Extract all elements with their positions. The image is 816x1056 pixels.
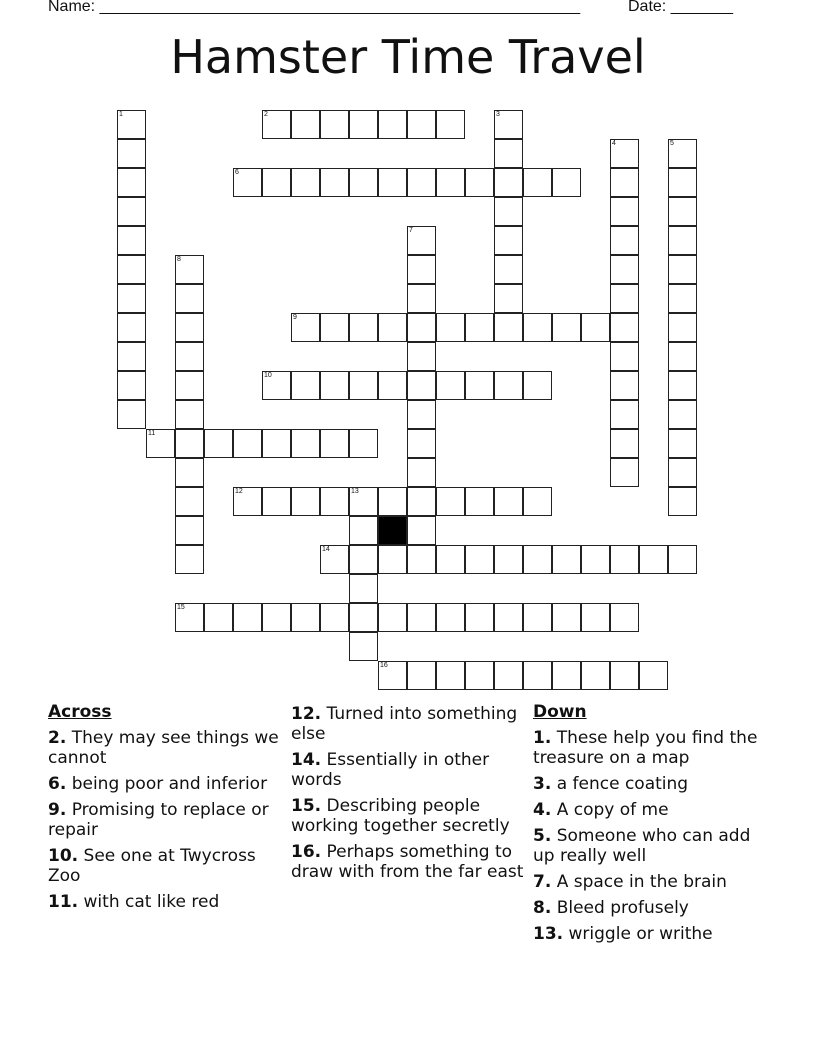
grid-cell[interactable]	[175, 516, 204, 545]
grid-cell[interactable]	[494, 487, 523, 516]
grid-cell[interactable]	[436, 603, 465, 632]
clue-item-text: being poor and inferior	[66, 774, 268, 794]
grid-cell[interactable]	[668, 400, 697, 429]
grid-cell[interactable]	[262, 487, 291, 516]
clue-item-text: A copy of me	[551, 800, 669, 820]
grid-cell[interactable]	[175, 284, 204, 313]
grid-cell[interactable]	[407, 342, 436, 371]
grid-cell[interactable]	[291, 168, 320, 197]
grid-cell[interactable]	[581, 545, 610, 574]
grid-cell[interactable]	[523, 661, 552, 690]
page-title: Hamster Time Travel	[170, 30, 646, 84]
grid-cell[interactable]	[117, 342, 146, 371]
clue-item-number: 5.	[533, 826, 552, 846]
grid-cell[interactable]	[668, 545, 697, 574]
grid-cell[interactable]	[407, 255, 436, 284]
grid-cell[interactable]	[668, 226, 697, 255]
grid-cell[interactable]	[610, 197, 639, 226]
grid-cell[interactable]	[465, 487, 494, 516]
grid-cell[interactable]	[175, 487, 204, 516]
grid-cell[interactable]	[320, 603, 349, 632]
grid-cell[interactable]	[407, 313, 436, 342]
grid-cell[interactable]	[552, 545, 581, 574]
clue-number: 6	[235, 169, 239, 176]
black-cell	[378, 516, 407, 545]
grid-cell[interactable]	[668, 458, 697, 487]
clue-item	[533, 800, 768, 820]
clue-item	[533, 872, 768, 892]
grid-cell[interactable]	[639, 661, 668, 690]
clue-item-number: 2.	[48, 728, 67, 748]
grid-cell[interactable]	[407, 458, 436, 487]
grid-cell[interactable]	[494, 110, 523, 139]
clue-item	[291, 704, 526, 744]
grid-cell[interactable]	[668, 139, 697, 168]
grid-cell[interactable]	[117, 313, 146, 342]
grid-cell[interactable]	[494, 139, 523, 168]
grid-cell[interactable]	[407, 516, 436, 545]
grid-cell[interactable]	[175, 313, 204, 342]
grid-cell[interactable]	[407, 429, 436, 458]
clue-item-number: 11.	[48, 892, 79, 912]
clue-item-text: Turned into something else	[291, 704, 518, 744]
grid-cell[interactable]	[320, 429, 349, 458]
grid-cell[interactable]	[175, 458, 204, 487]
grid-cell[interactable]	[233, 168, 262, 197]
grid-cell[interactable]	[291, 429, 320, 458]
clue-item-text: Perhaps something to draw with from the far east	[291, 842, 524, 882]
clue-item	[48, 846, 283, 886]
grid-cell[interactable]	[494, 313, 523, 342]
grid-cell[interactable]	[465, 661, 494, 690]
grid-cell[interactable]	[668, 168, 697, 197]
across-clue-list-continued	[291, 704, 526, 882]
grid-cell[interactable]	[552, 603, 581, 632]
grid-cell[interactable]	[320, 371, 349, 400]
grid-cell[interactable]	[494, 661, 523, 690]
clue-item-text: These help you find the treasure on a map	[533, 728, 758, 768]
grid-cell[interactable]	[523, 487, 552, 516]
grid-cell[interactable]	[610, 400, 639, 429]
clue-item-text: Essentially in other words	[291, 750, 490, 790]
grid-cell[interactable]	[349, 632, 378, 661]
clue-number: 10	[264, 372, 272, 379]
grid-cell[interactable]	[117, 110, 146, 139]
grid-cell[interactable]	[262, 603, 291, 632]
grid-cell[interactable]	[465, 313, 494, 342]
clue-item-number: 8.	[533, 898, 552, 918]
grid-cell[interactable]	[407, 661, 436, 690]
clue-item-number: 15.	[291, 796, 322, 816]
grid-cell[interactable]	[378, 545, 407, 574]
grid-cell[interactable]	[175, 342, 204, 371]
grid-cell[interactable]	[523, 313, 552, 342]
grid-cell[interactable]	[204, 603, 233, 632]
clue-item-text: They may see things we cannot	[48, 728, 279, 768]
grid-cell[interactable]	[262, 168, 291, 197]
clue-number: 7	[409, 227, 413, 234]
down-clue-list	[533, 728, 768, 944]
grid-cell[interactable]	[436, 661, 465, 690]
grid-cell[interactable]	[175, 603, 204, 632]
grid-cell[interactable]	[378, 603, 407, 632]
grid-cell[interactable]	[581, 603, 610, 632]
grid-cell[interactable]	[552, 661, 581, 690]
clue-item	[48, 892, 283, 912]
clue-item	[291, 750, 526, 790]
grid-cell[interactable]	[291, 487, 320, 516]
grid-cell[interactable]	[378, 110, 407, 139]
grid-cell[interactable]	[320, 313, 349, 342]
clue-item	[291, 842, 526, 882]
clue-number: 2	[264, 111, 268, 118]
grid-cell[interactable]	[378, 313, 407, 342]
grid-cell[interactable]	[349, 110, 378, 139]
grid-cell[interactable]	[523, 545, 552, 574]
grid-cell[interactable]	[378, 661, 407, 690]
grid-cell[interactable]	[349, 168, 378, 197]
date-field[interactable]: Date: _______	[628, 0, 733, 15]
grid-cell[interactable]	[494, 197, 523, 226]
grid-cell[interactable]	[117, 197, 146, 226]
grid-cell[interactable]	[610, 139, 639, 168]
clue-number: 12	[235, 488, 243, 495]
clue-item-text: a fence coating	[551, 774, 689, 794]
clue-item-number: 16.	[291, 842, 322, 862]
grid-cell[interactable]	[465, 168, 494, 197]
clue-item-text: Bleed profusely	[551, 898, 689, 918]
clue-item	[533, 826, 768, 866]
grid-cell[interactable]	[262, 371, 291, 400]
clue-item	[533, 774, 768, 794]
grid-cell[interactable]	[494, 603, 523, 632]
grid-cell[interactable]	[291, 313, 320, 342]
grid-cell[interactable]	[436, 487, 465, 516]
grid-cell[interactable]	[465, 545, 494, 574]
grid-cell[interactable]	[349, 603, 378, 632]
grid-cell[interactable]	[668, 313, 697, 342]
across-clue-list	[48, 728, 283, 912]
clue-item	[533, 898, 768, 918]
clue-item-text: See one at Twycross Zoo	[48, 846, 256, 886]
grid-cell[interactable]	[610, 603, 639, 632]
clue-number: 4	[612, 140, 616, 147]
grid-cell[interactable]	[668, 342, 697, 371]
grid-cell[interactable]	[610, 458, 639, 487]
grid-cell[interactable]	[610, 313, 639, 342]
grid-cell[interactable]	[494, 255, 523, 284]
clue-item-number: 10.	[48, 846, 79, 866]
clue-number: 9	[293, 314, 297, 321]
grid-cell[interactable]	[523, 168, 552, 197]
clue-number: 5	[670, 140, 674, 147]
grid-cell[interactable]	[175, 255, 204, 284]
grid-cell[interactable]	[175, 429, 204, 458]
clue-item-text: A space in the brain	[551, 872, 727, 892]
grid-cell[interactable]	[320, 110, 349, 139]
grid-cell[interactable]	[117, 255, 146, 284]
grid-cell[interactable]	[465, 603, 494, 632]
grid-cell[interactable]	[262, 429, 291, 458]
grid-cell[interactable]	[465, 371, 494, 400]
grid-cell[interactable]	[494, 371, 523, 400]
across-clues-column-continued	[291, 704, 526, 888]
clue-item-number: 14.	[291, 750, 322, 770]
grid-cell[interactable]	[175, 371, 204, 400]
grid-cell[interactable]	[610, 371, 639, 400]
clue-item	[533, 728, 768, 768]
grid-cell[interactable]	[407, 545, 436, 574]
clue-number: 13	[351, 488, 359, 495]
grid-cell[interactable]	[117, 226, 146, 255]
grid-cell[interactable]	[291, 110, 320, 139]
grid-cell[interactable]	[407, 168, 436, 197]
grid-cell[interactable]	[581, 313, 610, 342]
clue-item-number: 12.	[291, 704, 322, 724]
clue-number: 11	[148, 430, 156, 437]
grid-cell[interactable]	[117, 371, 146, 400]
grid-cell[interactable]	[610, 168, 639, 197]
grid-cell[interactable]	[146, 429, 175, 458]
grid-cell[interactable]	[117, 284, 146, 313]
grid-cell[interactable]	[349, 371, 378, 400]
grid-cell[interactable]	[291, 603, 320, 632]
grid-cell[interactable]	[407, 487, 436, 516]
clue-item-number: 3.	[533, 774, 552, 794]
clue-number: 16	[380, 662, 388, 669]
grid-cell[interactable]	[610, 661, 639, 690]
grid-cell[interactable]	[436, 545, 465, 574]
grid-cell[interactable]	[349, 487, 378, 516]
grid-cell[interactable]	[494, 168, 523, 197]
grid-cell[interactable]	[349, 313, 378, 342]
grid-cell[interactable]	[175, 545, 204, 574]
grid-cell[interactable]	[407, 371, 436, 400]
grid-cell[interactable]	[494, 545, 523, 574]
down-clues-column	[533, 702, 768, 950]
clue-item-number: 6.	[48, 774, 67, 794]
grid-cell[interactable]	[436, 110, 465, 139]
grid-cell[interactable]	[349, 516, 378, 545]
clue-item-text: wriggle or writhe	[563, 924, 713, 944]
clue-item-number: 9.	[48, 800, 67, 820]
clue-number: 3	[496, 111, 500, 118]
grid-cell[interactable]	[291, 371, 320, 400]
grid-cell[interactable]	[407, 226, 436, 255]
grid-cell[interactable]	[668, 197, 697, 226]
clue-number: 14	[322, 546, 330, 553]
grid-cell[interactable]	[668, 371, 697, 400]
clue-item	[48, 774, 283, 794]
clue-item-text: Promising to replace or repair	[48, 800, 269, 840]
across-clues-column	[48, 702, 283, 918]
clue-item	[291, 796, 526, 836]
grid-cell[interactable]	[117, 168, 146, 197]
name-field[interactable]: Name: ______________________________________________________	[48, 0, 581, 15]
grid-cell[interactable]	[436, 168, 465, 197]
grid-cell[interactable]	[436, 371, 465, 400]
grid-cell[interactable]	[233, 429, 262, 458]
grid-cell[interactable]	[610, 255, 639, 284]
clue-item-text: with cat like red	[78, 892, 220, 912]
grid-cell[interactable]	[668, 255, 697, 284]
grid-cell[interactable]	[552, 313, 581, 342]
clue-number: 15	[177, 604, 185, 611]
grid-cell[interactable]	[320, 168, 349, 197]
grid-cell[interactable]	[407, 284, 436, 313]
grid-cell[interactable]	[117, 400, 146, 429]
grid-cell[interactable]	[552, 168, 581, 197]
grid-cell[interactable]	[233, 487, 262, 516]
grid-cell[interactable]	[610, 226, 639, 255]
grid-cell[interactable]	[639, 545, 668, 574]
grid-cell[interactable]	[349, 574, 378, 603]
clue-number: 1	[119, 111, 123, 118]
down-heading: Down	[533, 702, 587, 722]
grid-cell[interactable]	[378, 168, 407, 197]
grid-cell[interactable]	[407, 400, 436, 429]
grid-cell[interactable]	[117, 139, 146, 168]
grid-cell[interactable]	[204, 429, 233, 458]
grid-cell[interactable]	[668, 429, 697, 458]
clue-item-number: 7.	[533, 872, 552, 892]
grid-cell[interactable]	[581, 661, 610, 690]
grid-cell[interactable]	[320, 487, 349, 516]
clue-item-text: Someone who can add up really well	[533, 826, 751, 866]
clue-number: 8	[177, 256, 181, 263]
grid-cell[interactable]	[407, 110, 436, 139]
clue-item	[48, 800, 283, 840]
grid-cell[interactable]	[610, 429, 639, 458]
grid-cell[interactable]	[233, 603, 262, 632]
grid-cell[interactable]	[610, 284, 639, 313]
clue-item-number: 13.	[533, 924, 564, 944]
clue-item-number: 1.	[533, 728, 552, 748]
grid-cell[interactable]	[668, 487, 697, 516]
clue-item	[533, 924, 768, 944]
grid-cell[interactable]	[320, 545, 349, 574]
grid-cell[interactable]	[262, 110, 291, 139]
grid-cell[interactable]	[610, 545, 639, 574]
grid-cell[interactable]	[175, 400, 204, 429]
grid-cell[interactable]	[378, 371, 407, 400]
grid-cell[interactable]	[523, 603, 552, 632]
clue-item	[48, 728, 283, 768]
grid-cell[interactable]	[610, 342, 639, 371]
grid-cell[interactable]	[378, 487, 407, 516]
grid-cell[interactable]	[494, 284, 523, 313]
grid-cell[interactable]	[349, 429, 378, 458]
clue-item-number: 4.	[533, 800, 552, 820]
across-heading: Across	[48, 702, 112, 722]
grid-cell[interactable]	[407, 603, 436, 632]
grid-cell[interactable]	[523, 371, 552, 400]
grid-cell[interactable]	[349, 545, 378, 574]
grid-cell[interactable]	[436, 313, 465, 342]
grid-cell[interactable]	[494, 226, 523, 255]
clue-item-text: Describing people working together secretly	[291, 796, 510, 836]
grid-cell[interactable]	[668, 284, 697, 313]
